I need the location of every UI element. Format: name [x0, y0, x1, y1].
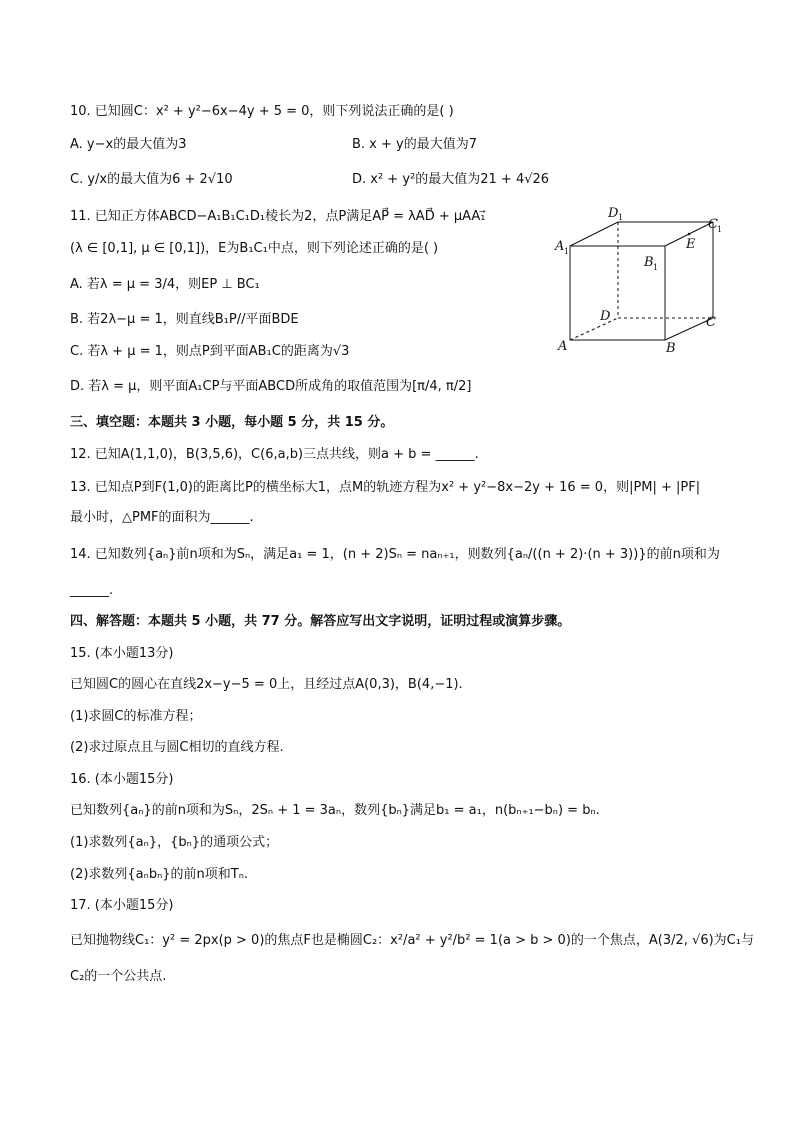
- label-d1-sub: 1: [618, 213, 624, 222]
- q16-part2: (2)求数列{aₙbₙ}的前n项和Tₙ.: [70, 867, 249, 882]
- q11-option-c: C. 若λ + μ = 1，则点P到平面AB₁C的距离为√3: [70, 344, 350, 359]
- q11-option-a: A. 若λ = μ = 3/4，则EP ⊥ BC₁: [70, 277, 260, 292]
- q10-option-a: A. y−x的最大值为3: [70, 137, 187, 152]
- q16-part1: (1)求数列{aₙ}，{bₙ}的通项公式；: [70, 835, 279, 850]
- q15-head: 15. (本小题13分): [70, 646, 174, 661]
- q16-body: 已知数列{aₙ}的前n项和为Sₙ，2Sₙ + 1 = 3aₙ，数列{bₙ}满足b₁ = a₁，n(bₙ₊₁−bₙ) = bₙ.: [70, 803, 600, 818]
- q11-stem-line1: 11. 已知正方体ABCD−A₁B₁C₁D₁棱长为2，点P满足AP⃗ = λAD⃗ + μAA₁⃗: [70, 209, 486, 224]
- label-b1-sub: 1: [653, 263, 659, 272]
- cube-figure: [548, 200, 738, 360]
- q15-part1: (1)求圆C的标准方程；: [70, 709, 202, 724]
- label-b1: B: [644, 255, 654, 270]
- q12-stem: 12. 已知A(1,1,0)，B(3,5,6)，C(6,a,b)三点共线，则a + b = ______.: [70, 447, 479, 462]
- label-e: E: [686, 237, 696, 252]
- label-a1: A: [555, 239, 565, 254]
- label-c1: C: [708, 217, 718, 232]
- q14-stem-line1: 14. 已知数列{aₙ}前n项和为Sₙ，满足a₁ = 1，(n + 2)Sₙ = naₙ₊₁，则数列{aₙ/((n + 2)·(n + 3))}的前n项和为: [70, 547, 720, 562]
- section-solve-header: 四、解答题：本题共 5 小题，共 77 分。解答应写出文字说明，证明过程或演算步骤。: [70, 614, 571, 629]
- label-a1-sub: 1: [564, 247, 570, 256]
- label-c1-sub: 1: [717, 225, 723, 234]
- q17-body-line2: C₂的一个公共点.: [70, 969, 167, 984]
- q15-body: 已知圆C的圆心在直线2x−y−5 = 0上，且经过点A(0,3)，B(4,−1).: [70, 677, 463, 692]
- q11-option-d: D. 若λ = μ，则平面A₁CP与平面ABCD所成角的取值范围为[π/4, π/2]: [70, 379, 472, 394]
- q14-stem-line2: ______.: [70, 583, 114, 598]
- q15-part2: (2)求过原点且与圆C相切的直线方程.: [70, 740, 284, 755]
- q11-stem-line2: (λ ∈ [0,1], μ ∈ [0,1])，E为B₁C₁中点，则下列论述正确的是( ): [70, 241, 439, 256]
- q11-option-b: B. 若2λ−μ = 1，则直线B₁P//平面BDE: [70, 312, 299, 327]
- q10-option-c: C. y/x的最大值为6 + 2√10: [70, 172, 233, 187]
- q13-stem-line1: 13. 已知点P到F(1,0)的距离比P的横坐标大1，点M的轨迹方程为x² + y²−8x−2y + 16 = 0，则|PM| + |PF|: [70, 480, 701, 495]
- label-d1: D: [608, 206, 619, 221]
- label-c: C: [706, 315, 716, 330]
- q16-head: 16. (本小题15分): [70, 772, 174, 787]
- q17-body-line1: 已知抛物线C₁：y² = 2px(p > 0)的焦点F也是椭圆C₂：x²/a² + y²/b² = 1(a > b > 0)的一个焦点，A(3/2, √6)为C₁与: [70, 933, 754, 948]
- q10-option-b: B. x + y的最大值为7: [352, 137, 477, 152]
- label-a: A: [558, 339, 568, 354]
- q13-stem-line2: 最小时，△PMF的面积为______.: [70, 510, 254, 525]
- label-b: B: [666, 341, 676, 356]
- q10-stem: 10. 已知圆C：x² + y²−6x−4y + 5 = 0，则下列说法正确的是( ): [70, 104, 454, 119]
- q17-head: 17. (本小题15分): [70, 898, 174, 913]
- q10-option-d: D. x² + y²的最大值为21 + 4√26: [352, 172, 550, 187]
- section-fill-in-header: 三、填空题：本题共 3 小题，每小题 5 分，共 15 分。: [70, 415, 394, 430]
- label-d: D: [600, 309, 611, 324]
